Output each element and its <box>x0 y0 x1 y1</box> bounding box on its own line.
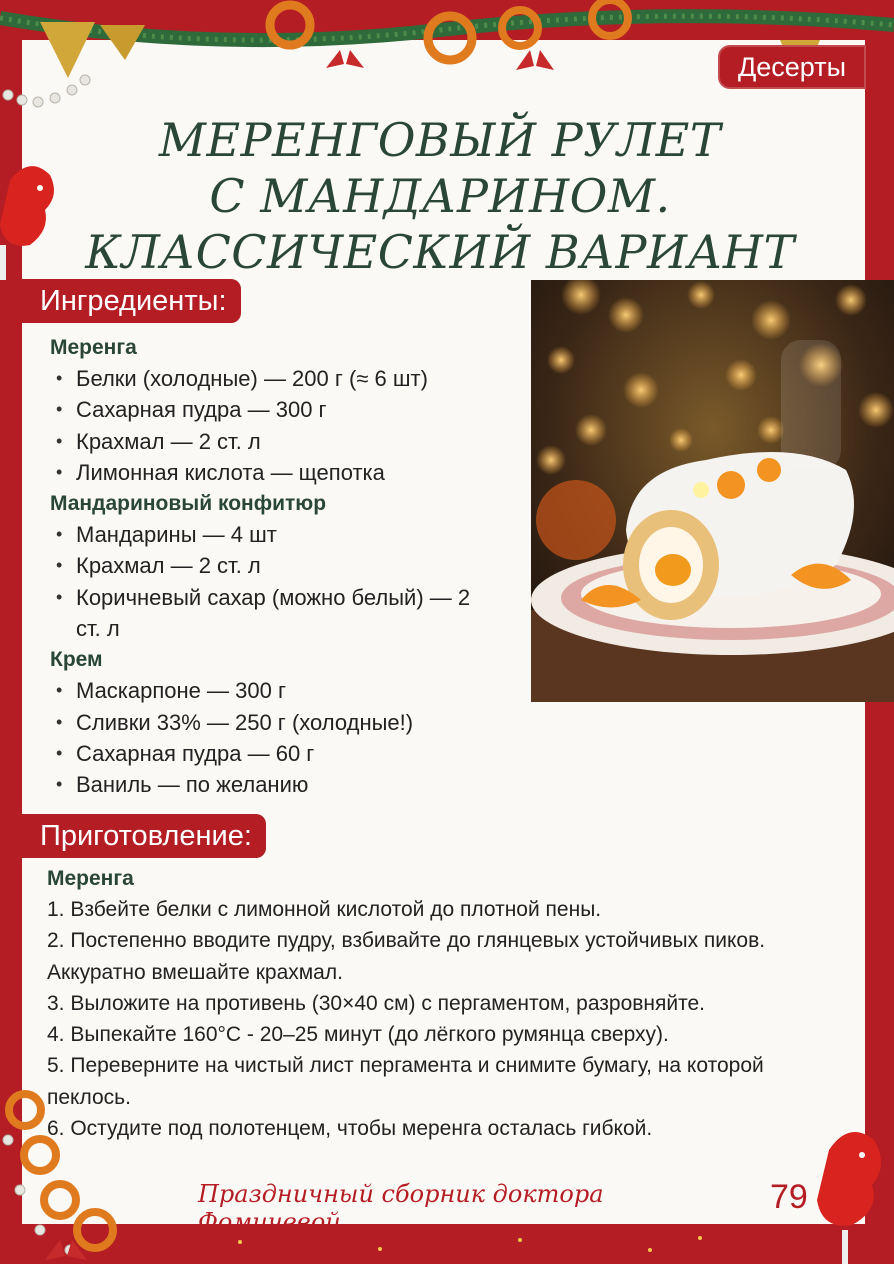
page-number: 79 <box>770 1178 808 1216</box>
ingredient-item: • Коричневый сахар (можно белый) — 2 ст. л <box>50 582 476 645</box>
ingredient-group-title: Меренга <box>50 336 137 359</box>
preparation-step: 2. Постепенно вводите пудру, взбивайте до глянцевых устойчивых пиков. Аккуратно вмешайте крахмал. <box>47 929 766 984</box>
pretzel-garland-icon <box>0 1080 150 1264</box>
ingredient-item: • Сахарная пудра — 300 г <box>50 394 520 425</box>
ingredients-list <box>50 332 520 801</box>
preparation-steps <box>47 864 837 1144</box>
title-line-3: КЛАССИЧЕСКИЙ ВАРИАНТ <box>85 225 795 279</box>
ingredient-item: • Сахарная пудра — 60 г <box>50 738 520 769</box>
category-tag: Десерты <box>718 45 866 89</box>
rooster-candy-icon <box>0 140 70 280</box>
ingredient-group-title: Крем <box>50 648 103 672</box>
ingredient-item: • Крахмал — 2 ст. л <box>50 550 520 581</box>
preparation-group-title: Меренга <box>47 867 134 890</box>
preparation-step: 5. Переверните на чистый лист пергамента и снимите бумагу, на которой пеклось. <box>47 1054 764 1109</box>
preparation-step: 3. Выложите на противень (30×40 см) с пергаментом, разровняйте. <box>47 991 706 1015</box>
ingredient-item: • Лимонная кислота — щепотка <box>50 457 520 488</box>
ingredient-item: • Маскарпоне — 300 г <box>50 675 520 706</box>
title-line-1: МЕРЕНГОВЫЙ РУЛЕТ <box>158 113 722 167</box>
ingredient-item: • Крахмал — 2 ст. л <box>50 426 520 457</box>
meringue-roll-photo <box>531 280 894 702</box>
preparation-step: 6. Остудите под полотенцем, чтобы меренга осталась гибкой. <box>47 1117 653 1141</box>
preparation-step: 4. Выпекайте 160°С - 20–25 минут (до лёгкого румянца сверху). <box>47 1023 669 1047</box>
ingredient-item: • Мандарины — 4 шт <box>50 519 520 550</box>
ingredient-item: • Ваниль — по желанию <box>50 769 520 800</box>
preparation-step: 1. Взбейте белки с лимонной кислотой до плотной пены. <box>47 898 602 921</box>
recipe-title <box>80 112 800 280</box>
ingredient-group-title: Мандариновый конфитюр <box>50 492 327 516</box>
ingredients-heading: Ингредиенты: <box>22 279 241 323</box>
rooster-candy-icon <box>814 1110 894 1264</box>
ingredient-item: • Белки (холодные) — 200 г (≈ 6 шт) <box>50 363 520 394</box>
preparation-heading: Приготовление: <box>22 814 266 858</box>
ingredient-item: • Сливки 33% — 250 г (холодные!) <box>50 707 520 738</box>
book-title-footer: Праздничный сборник доктора Фомичевой <box>198 1180 604 1236</box>
title-line-2: С МАНДАРИНОМ. <box>209 169 671 223</box>
